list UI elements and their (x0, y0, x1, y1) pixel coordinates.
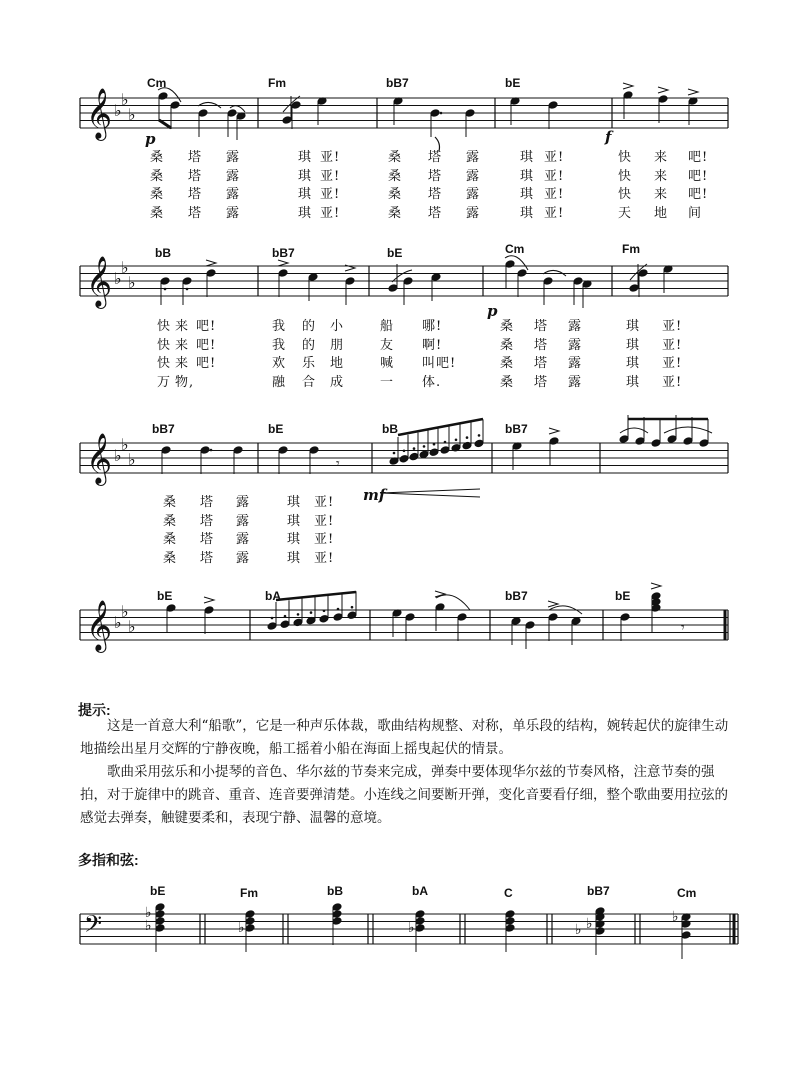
chord-symbol: C (504, 886, 513, 900)
chord-symbol: bA (265, 589, 281, 603)
chord-symbol: bB (327, 884, 343, 898)
lyric-syllable: 朋 (330, 337, 345, 353)
svg-text:𝄞: 𝄞 (86, 433, 113, 484)
lyric-syllable: 露 (236, 513, 251, 529)
lyric-syllable: 琪 (287, 495, 302, 510)
lyric-syllable: 塔 (428, 168, 443, 184)
svg-text:𝄞: 𝄞 (86, 256, 113, 307)
lyric-syllable: 露 (466, 187, 481, 202)
lyric-syllable: 亚! (314, 550, 335, 566)
svg-text:♭: ♭ (145, 905, 152, 921)
chord-symbol: bB7 (505, 589, 528, 603)
chord-symbol: bE (268, 422, 284, 436)
svg-text:♭: ♭ (672, 909, 679, 925)
svg-text:𝄞: 𝄞 (86, 600, 113, 651)
lyric-syllable: 吧! (688, 150, 709, 165)
chord-symbol: bE (505, 76, 521, 90)
lyric-syllable: 的 (302, 337, 317, 353)
lyric-syllable: 露 (568, 337, 583, 353)
lyric-syllable: 来 (175, 356, 190, 371)
lyric-syllable: 琪 (520, 205, 535, 221)
svg-text:♭: ♭ (128, 105, 136, 124)
lyric-syllable: 桑 (150, 168, 165, 184)
lyric-syllable: 吧! (688, 168, 709, 184)
chord-symbol: Cm (677, 886, 697, 900)
lyric-syllable: 塔 (534, 356, 549, 371)
chord-symbol: bB7 (272, 246, 295, 260)
lyric-syllable: 融 (272, 374, 287, 390)
svg-text:♭: ♭ (114, 613, 122, 632)
lyric-syllable: 塔 (188, 187, 203, 202)
svg-text:♭: ♭ (575, 922, 582, 938)
lyric-syllable: 亚! (662, 356, 683, 371)
lyric-syllable: 露 (568, 374, 583, 390)
lyric-syllable: 万 (157, 374, 172, 390)
svg-text:♭: ♭ (145, 918, 152, 934)
chord-symbol: bB7 (386, 76, 409, 90)
lyric-syllable: 塔 (428, 187, 443, 202)
svg-text:♭: ♭ (121, 90, 129, 109)
svg-text:♭: ♭ (121, 258, 129, 277)
lyric-syllable: 吧! (688, 187, 709, 202)
lyric-syllable: 快 (157, 319, 172, 334)
lyric-syllable: 天 (618, 205, 633, 221)
svg-text:♭: ♭ (128, 273, 136, 292)
lyric-syllable: 露 (226, 187, 241, 202)
lyric-syllable: 琪 (626, 356, 641, 371)
lyric-syllable: 露 (236, 532, 251, 547)
lyric-syllable: 琪 (298, 150, 313, 165)
lyric-syllable: 琪 (298, 168, 313, 184)
lyric-syllable: 快 (618, 168, 633, 184)
lyric-syllable: 我 (272, 337, 287, 353)
hint-paragraph: 歌曲采用弦乐和小提琴的音色、华尔兹的节奏来完成，弹奏中要体现华尔兹的节奏风格，注意节奏的强拍，对于旋律中的跳音、重音、连音要弹清楚。小连线之间要断开弹，变化音要看仔细，整个歌曲要用拉弦的感觉去弹奏，触键要柔和，表现宁静、温馨的意境。 (80, 764, 728, 826)
lyric-syllable: 塔 (188, 150, 203, 165)
lyric-syllable: 露 (226, 205, 241, 221)
lyric-syllable: 啊! (422, 337, 443, 353)
lyric-syllable: 亚! (662, 374, 683, 390)
lyric-syllable: 快 (618, 187, 633, 202)
lyric-syllable: 一 (380, 374, 395, 390)
lyric-syllable: 亚! (314, 513, 335, 529)
lyric-syllable: 吧! (196, 356, 217, 371)
dynamic-marking: p (145, 130, 156, 148)
lyric-syllable: 塔 (188, 168, 203, 184)
chord-symbol: bA (412, 884, 428, 898)
lyric-syllable: 桑 (150, 150, 165, 165)
lyric-syllable: 琪 (626, 319, 641, 334)
lyric-syllable: 琪 (287, 513, 302, 529)
lyric-syllable: 亚! (544, 187, 565, 202)
lyric-syllable: 桑 (388, 168, 403, 184)
lyric-syllable: 喊 (380, 356, 395, 371)
chord-symbol: bB7 (587, 884, 610, 898)
lyric-syllable: 琪 (520, 187, 535, 202)
lyric-syllable: 露 (236, 550, 251, 566)
lyric-syllable: 间 (688, 205, 703, 221)
svg-text:𝄾: 𝄾 (681, 620, 685, 636)
lyric-syllable: 露 (466, 150, 481, 165)
lyric-syllable: 来 (654, 168, 669, 184)
svg-text:♭: ♭ (128, 617, 136, 636)
lyric-syllable: 地 (654, 205, 669, 221)
lyric-syllable: 琪 (298, 205, 313, 221)
chord-symbol: bE (157, 589, 173, 603)
lyric-syllable: 亚! (662, 319, 683, 334)
lyric-syllable: 来 (654, 187, 669, 202)
lyric-syllable: 塔 (428, 205, 443, 221)
lyric-syllable: 友 (380, 337, 395, 353)
lyric-syllable: 琪 (298, 187, 313, 202)
lyric-syllable: 塔 (200, 513, 215, 529)
chord-symbol: bE (150, 884, 166, 898)
lyric-syllable: 桑 (163, 532, 178, 547)
lyric-syllable: 桑 (500, 319, 515, 334)
lyric-syllable: 桑 (388, 187, 403, 202)
lyric-syllable: 塔 (534, 374, 549, 390)
lyric-syllable: 桑 (500, 374, 515, 390)
chord-symbol: Fm (268, 76, 286, 90)
chord-symbol: Cm (147, 76, 167, 90)
svg-text:♭: ♭ (121, 435, 129, 454)
lyric-syllable: 哪! (422, 319, 443, 334)
chords-section-title: 多指和弦: (78, 852, 139, 868)
lyric-syllable: 露 (466, 205, 481, 221)
chord-symbol: bB (155, 246, 171, 260)
lyric-syllable: 塔 (200, 532, 215, 547)
hint-paragraph: 这是一首意大利“船歌”，它是一种声乐体裁，歌曲结构规整、对称，单乐段的结构，婉转起伏的旋律生动地描绘出星月交辉的宁静夜晚，船工摇着小船在海面上摇曳起伏的情景。 (80, 718, 729, 757)
svg-text:𝄞: 𝄞 (86, 88, 113, 139)
lyric-syllable: 桑 (500, 337, 515, 353)
lyric-syllable: 亚! (544, 205, 565, 221)
lyric-syllable: 露 (466, 168, 481, 184)
lyric-syllable: 桑 (388, 205, 403, 221)
lyric-syllable: 琪 (626, 374, 641, 390)
lyric-syllable: 塔 (428, 150, 443, 165)
lyric-syllable: 桑 (500, 356, 515, 371)
lyric-syllable: 地 (330, 356, 345, 371)
lyric-syllable: 桑 (163, 550, 178, 566)
lyric-syllable: 亚! (314, 532, 335, 547)
lyric-syllable: 琪 (520, 150, 535, 165)
dynamic-marking: p (487, 302, 498, 320)
lyric-syllable: 亚! (314, 495, 335, 510)
lyric-syllable: 吧! (196, 319, 217, 334)
lyric-syllable: 塔 (200, 495, 215, 510)
svg-text:♭: ♭ (238, 920, 245, 936)
lyric-syllable: 琪 (626, 337, 641, 353)
svg-text:𝄢: 𝄢 (84, 910, 103, 943)
lyric-syllable: 露 (568, 319, 583, 334)
lyric-syllable: 叫吧! (422, 356, 457, 371)
lyric-syllable: 露 (226, 150, 241, 165)
lyric-syllable: 塔 (188, 205, 203, 221)
dynamic-marking: mf (363, 486, 386, 504)
lyric-syllable: 快 (618, 150, 633, 165)
lyric-syllable: 我 (272, 319, 287, 334)
chord-symbol: bB (382, 422, 398, 436)
svg-text:♭: ♭ (128, 450, 136, 469)
lyric-syllable: 琪 (287, 532, 302, 547)
chord-symbol: Cm (505, 242, 525, 256)
lyric-syllable: 快 (157, 356, 172, 371)
lyric-syllable: 亚! (320, 150, 341, 165)
lyric-syllable: 亚! (320, 187, 341, 202)
lyric-syllable: 露 (568, 356, 583, 371)
hint-title: 提示: (78, 702, 111, 718)
lyric-syllable: 物, (175, 374, 195, 390)
svg-text:♭: ♭ (114, 101, 122, 120)
lyric-syllable: 亚! (662, 337, 683, 353)
lyric-syllable: 乐 (302, 356, 317, 371)
lyric-syllable: 琪 (287, 550, 302, 566)
lyric-syllable: 露 (236, 495, 251, 510)
lyric-syllable: 的 (302, 319, 317, 334)
lyric-syllable: 亚! (544, 150, 565, 165)
chord-symbol: bB7 (505, 422, 528, 436)
svg-text:♭: ♭ (114, 269, 122, 288)
chord-symbol: Fm (240, 886, 258, 900)
lyric-syllable: 亚! (320, 168, 341, 184)
chord-symbol: bB7 (152, 422, 175, 436)
lyric-syllable: 来 (654, 150, 669, 165)
lyric-syllable: 欢 (272, 356, 287, 371)
dynamic-marking: f (605, 128, 612, 146)
chord-symbol: bE (387, 246, 403, 260)
lyric-syllable: 成 (330, 374, 345, 390)
lyric-syllable: 桑 (150, 187, 165, 202)
lyric-syllable: 桑 (163, 495, 178, 510)
lyric-syllable: 塔 (534, 319, 549, 334)
lyric-syllable: 来 (175, 337, 190, 353)
lyric-syllable: 桑 (388, 150, 403, 165)
lyric-syllable: 船 (380, 319, 395, 334)
svg-text:♭: ♭ (408, 920, 415, 936)
lyric-syllable: 亚! (320, 205, 341, 221)
lyric-syllable: 桑 (150, 205, 165, 221)
lyric-syllable: 亚! (544, 168, 565, 184)
chord-symbol: bE (615, 589, 631, 603)
lyric-syllable: 合 (302, 374, 317, 390)
chord-symbol: Fm (622, 242, 640, 256)
lyric-syllable: 体. (422, 374, 442, 390)
lyric-syllable: 塔 (534, 337, 549, 353)
lyric-syllable: 露 (226, 168, 241, 184)
lyric-syllable: 琪 (520, 168, 535, 184)
svg-text:♭: ♭ (114, 446, 122, 465)
lyric-syllable: 桑 (163, 513, 178, 529)
svg-text:♭: ♭ (121, 602, 129, 621)
lyric-syllable: 来 (175, 319, 190, 334)
lyric-syllable: 吧! (196, 337, 217, 353)
svg-text:♭: ♭ (586, 916, 593, 932)
lyric-syllable: 快 (157, 337, 172, 353)
svg-text:𝄾: 𝄾 (336, 456, 340, 472)
lyric-syllable: 小 (330, 319, 345, 334)
lyric-syllable: 塔 (200, 550, 215, 566)
